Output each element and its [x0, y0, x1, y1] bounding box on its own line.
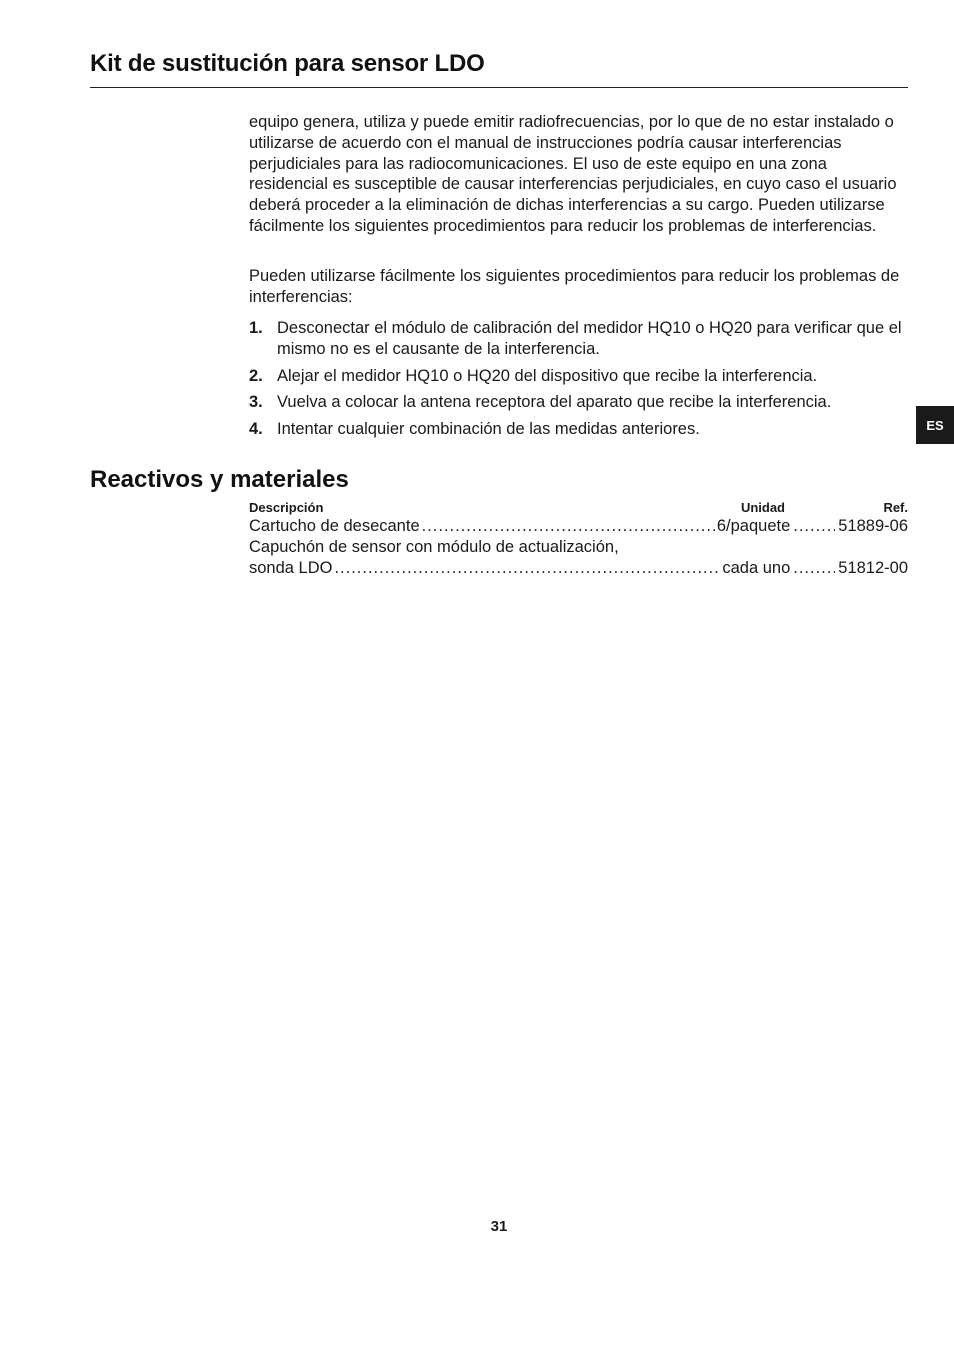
table-row: [249, 516, 908, 537]
row-description: sonda LDO: [249, 558, 333, 577]
step-text: Desconectar el módulo de calibración del medidor HQ10 o HQ20 para verificar que el mismo no es el causante de la interferencia.: [277, 319, 902, 358]
leader-dots: [334, 558, 720, 579]
leader-dots: [793, 516, 835, 537]
language-tab: ES: [916, 406, 954, 444]
list-item: [249, 419, 908, 440]
title-divider: [90, 87, 908, 88]
table-header: [249, 500, 908, 516]
step-number: 2.: [249, 366, 263, 385]
row-ref: 51812-00: [838, 558, 908, 577]
step-text: Vuelva a colocar la antena receptora del aparato que recibe la interferencia.: [277, 393, 832, 412]
row-unit: cada uno: [722, 558, 791, 577]
procedures-paragraph: Pueden utilizarse fácilmente los siguientes procedimientos para reducir los problemas de interferencias:: [249, 267, 900, 306]
procedure-list: [249, 318, 908, 446]
leader-dots: [793, 558, 835, 579]
list-item: [249, 366, 908, 387]
row-ref: 51889-06: [838, 517, 908, 535]
header-ref: Ref.: [883, 500, 908, 515]
header-unit: Unidad: [740, 500, 785, 515]
step-text: Alejar el medidor HQ10 o HQ20 del dispositivo que recibe la interferencia.: [277, 366, 818, 385]
leader-dots: [422, 516, 715, 537]
step-number: 3.: [249, 393, 263, 412]
page-number: 31: [490, 1218, 508, 1235]
row-description-line1: Capuchón de sensor con módulo de actualización,: [249, 537, 619, 556]
intro-paragraph: equipo genera, utiliza y puede emitir radiofrecuencias, por lo que de no estar instalado o utilizarse de acuerdo con el manual de instrucciones podría causar interferencias perjudiciales para las radiocomunicaciones. El uso de este equipo en una zona residencial es susceptible de causar interferencias perjudiciales, en cuyo caso el usuario deberá proceder a la eliminación de dichas interferencias a su cargo. Pueden utilizarse fácilmente los siguientes procedimientos para reducir los problemas de interferencias.: [249, 113, 897, 235]
row-unit: 6/paquete: [716, 517, 791, 535]
list-item: [249, 318, 908, 360]
header-description: Descripción: [249, 500, 324, 515]
row-description: Cartucho de desecante: [249, 517, 420, 535]
materials-table: [249, 500, 908, 578]
list-item: [249, 392, 908, 413]
section-title-materials: Reactivos y materiales: [90, 466, 349, 493]
step-number: 4.: [249, 420, 263, 439]
step-text: Intentar cualquier combinación de las medidas anteriores.: [277, 420, 700, 439]
step-number: 1.: [249, 319, 263, 337]
table-row: [249, 558, 908, 579]
page-title: Kit de sustitución para sensor LDO: [90, 50, 485, 77]
